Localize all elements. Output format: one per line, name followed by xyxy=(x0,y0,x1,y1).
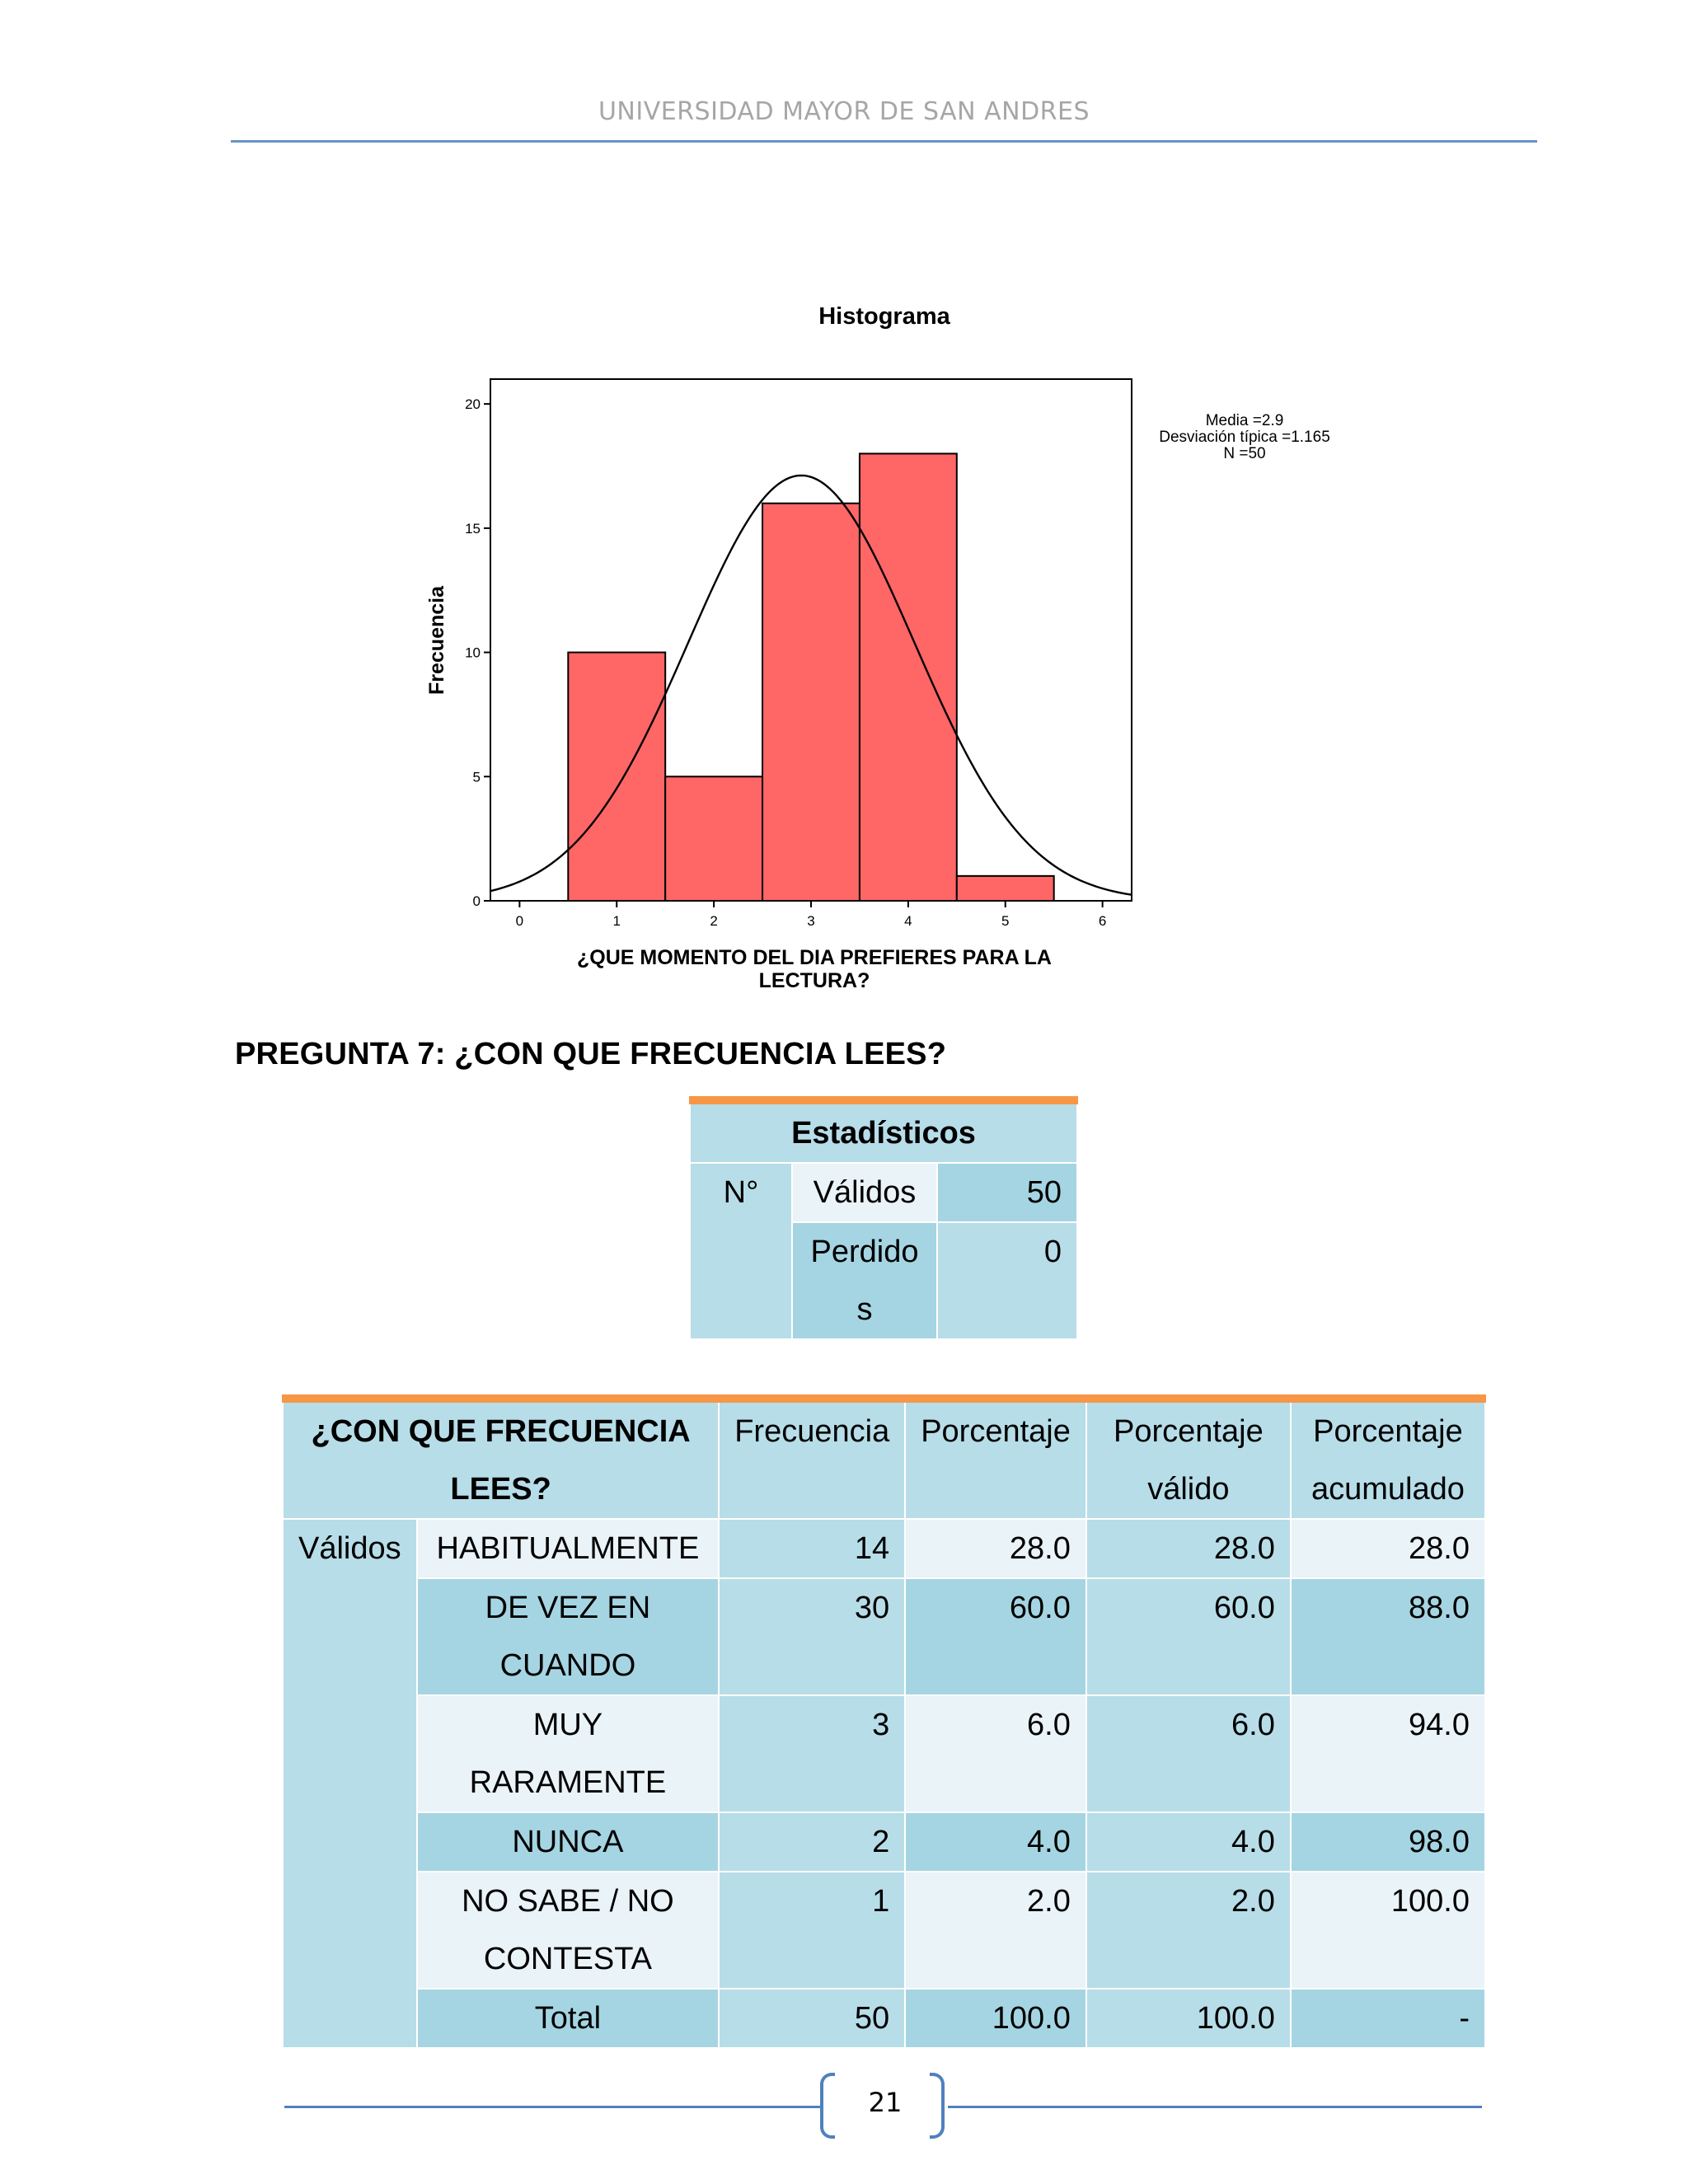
legend-sd: Desviación típica =1.165 xyxy=(1159,429,1330,446)
page-number: 21 xyxy=(868,2087,903,2118)
histogram-bar-1 xyxy=(568,653,665,901)
table-cell-valid-percent: 4.0 xyxy=(1086,1812,1291,1872)
table-cell-cumulative: 94.0 xyxy=(1291,1695,1485,1812)
table-cell-percent: 2.0 xyxy=(905,1872,1086,1989)
stats-missing-label: Perdido s xyxy=(792,1222,937,1339)
table-cell-cumulative: 100.0 xyxy=(1291,1872,1485,1989)
col-header-frequency: Frecuencia xyxy=(719,1399,905,1519)
table-row-label: HABITUALMENTE xyxy=(417,1519,720,1578)
table-row-label: NO SABE / NO CONTESTA xyxy=(417,1872,720,1989)
col-header-question: ¿CON QUE FRECUENCIA LEES? xyxy=(283,1399,719,1519)
table-cell-valid-percent: 28.0 xyxy=(1086,1519,1291,1578)
table-row-label: DE VEZ EN CUANDO xyxy=(417,1578,720,1695)
footer-rule-left xyxy=(284,2106,820,2108)
table-row-label: MUY RARAMENTE xyxy=(417,1695,720,1812)
x-tick-label: 4 xyxy=(904,913,912,929)
legend-mean: Media =2.9 xyxy=(1205,412,1284,429)
x-tick-label: 2 xyxy=(710,913,718,929)
table-cell-cumulative: 88.0 xyxy=(1291,1578,1485,1695)
table-cell-percent: 4.0 xyxy=(905,1812,1086,1872)
histogram-bar-4 xyxy=(860,453,957,901)
footer-rule-right xyxy=(948,2106,1482,2108)
histogram-bar-2 xyxy=(665,776,762,901)
y-tick-label: 20 xyxy=(465,396,481,413)
x-axis-label-line1: ¿QUE MOMENTO DEL DIA PREFIERES PARA LA xyxy=(577,946,1052,969)
group-label: Válidos xyxy=(283,1519,417,2048)
footer-brace-right xyxy=(930,2073,945,2139)
header-title: UNIVERSIDAD MAYOR DE SAN ANDRES xyxy=(598,97,1090,126)
table-cell-percent: 60.0 xyxy=(905,1578,1086,1695)
table-cell-frequency: 14 xyxy=(719,1519,905,1578)
y-axis xyxy=(465,396,490,909)
table-cell-cumulative: 28.0 xyxy=(1291,1519,1485,1578)
chart-title: Histograma xyxy=(818,303,950,330)
table-cell-valid-percent: 2.0 xyxy=(1086,1872,1291,1989)
col-header-cumulative-percent: Porcentaje acumulado xyxy=(1291,1399,1485,1519)
x-tick-label: 5 xyxy=(1001,913,1010,929)
col-header-valid-percent: Porcentaje válido xyxy=(1086,1399,1291,1519)
header-rule xyxy=(231,140,1537,143)
x-tick-label: 0 xyxy=(515,913,524,929)
x-axis xyxy=(516,901,1107,929)
col-header-percent: Porcentaje xyxy=(905,1399,1086,1519)
table-cell-cumulative: - xyxy=(1291,1989,1485,2048)
stats-row-label: N° xyxy=(690,1163,792,1339)
table-cell-frequency: 3 xyxy=(719,1695,905,1812)
table-cell-frequency: 2 xyxy=(719,1812,905,1872)
legend-n: N =50 xyxy=(1223,445,1266,462)
stats-valid-value: 50 xyxy=(937,1163,1077,1222)
y-tick-label: 0 xyxy=(472,893,481,909)
stats-table xyxy=(689,1096,1078,1340)
section-heading: PREGUNTA 7: ¿CON QUE FRECUENCIA LEES? xyxy=(235,1037,947,1071)
histogram-bar-5 xyxy=(957,876,1054,901)
stats-valid-label: Válidos xyxy=(792,1163,937,1222)
y-tick-label: 5 xyxy=(472,769,481,785)
table-cell-valid-percent: 60.0 xyxy=(1086,1578,1291,1695)
stats-title: Estadísticos xyxy=(690,1100,1077,1163)
table-cell-percent: 6.0 xyxy=(905,1695,1086,1812)
footer-brace-left xyxy=(820,2073,835,2139)
table-cell-cumulative: 98.0 xyxy=(1291,1812,1485,1872)
x-tick-label: 6 xyxy=(1098,913,1107,929)
y-tick-label: 15 xyxy=(465,520,481,537)
table-cell-percent: 28.0 xyxy=(905,1519,1086,1578)
table-cell-frequency: 50 xyxy=(719,1989,905,2048)
x-axis-label-line2: LECTURA? xyxy=(758,969,870,992)
table-row-label: NUNCA xyxy=(417,1812,720,1872)
stats-missing-value: 0 xyxy=(937,1222,1077,1339)
table-cell-valid-percent: 6.0 xyxy=(1086,1695,1291,1812)
table-cell-frequency: 1 xyxy=(719,1872,905,1989)
table-row-label-total: Total xyxy=(417,1989,720,2048)
frequency-table xyxy=(282,1394,1486,2049)
table-cell-percent: 100.0 xyxy=(905,1989,1086,2048)
y-axis-label: Frecuencia xyxy=(425,585,448,696)
y-tick-label: 10 xyxy=(465,644,481,661)
x-tick-label: 3 xyxy=(807,913,815,929)
histogram-chart xyxy=(396,288,1368,1005)
table-cell-valid-percent: 100.0 xyxy=(1086,1989,1291,2048)
table-cell-frequency: 30 xyxy=(719,1578,905,1695)
histogram-bar-3 xyxy=(762,504,860,901)
x-tick-label: 1 xyxy=(612,913,621,929)
